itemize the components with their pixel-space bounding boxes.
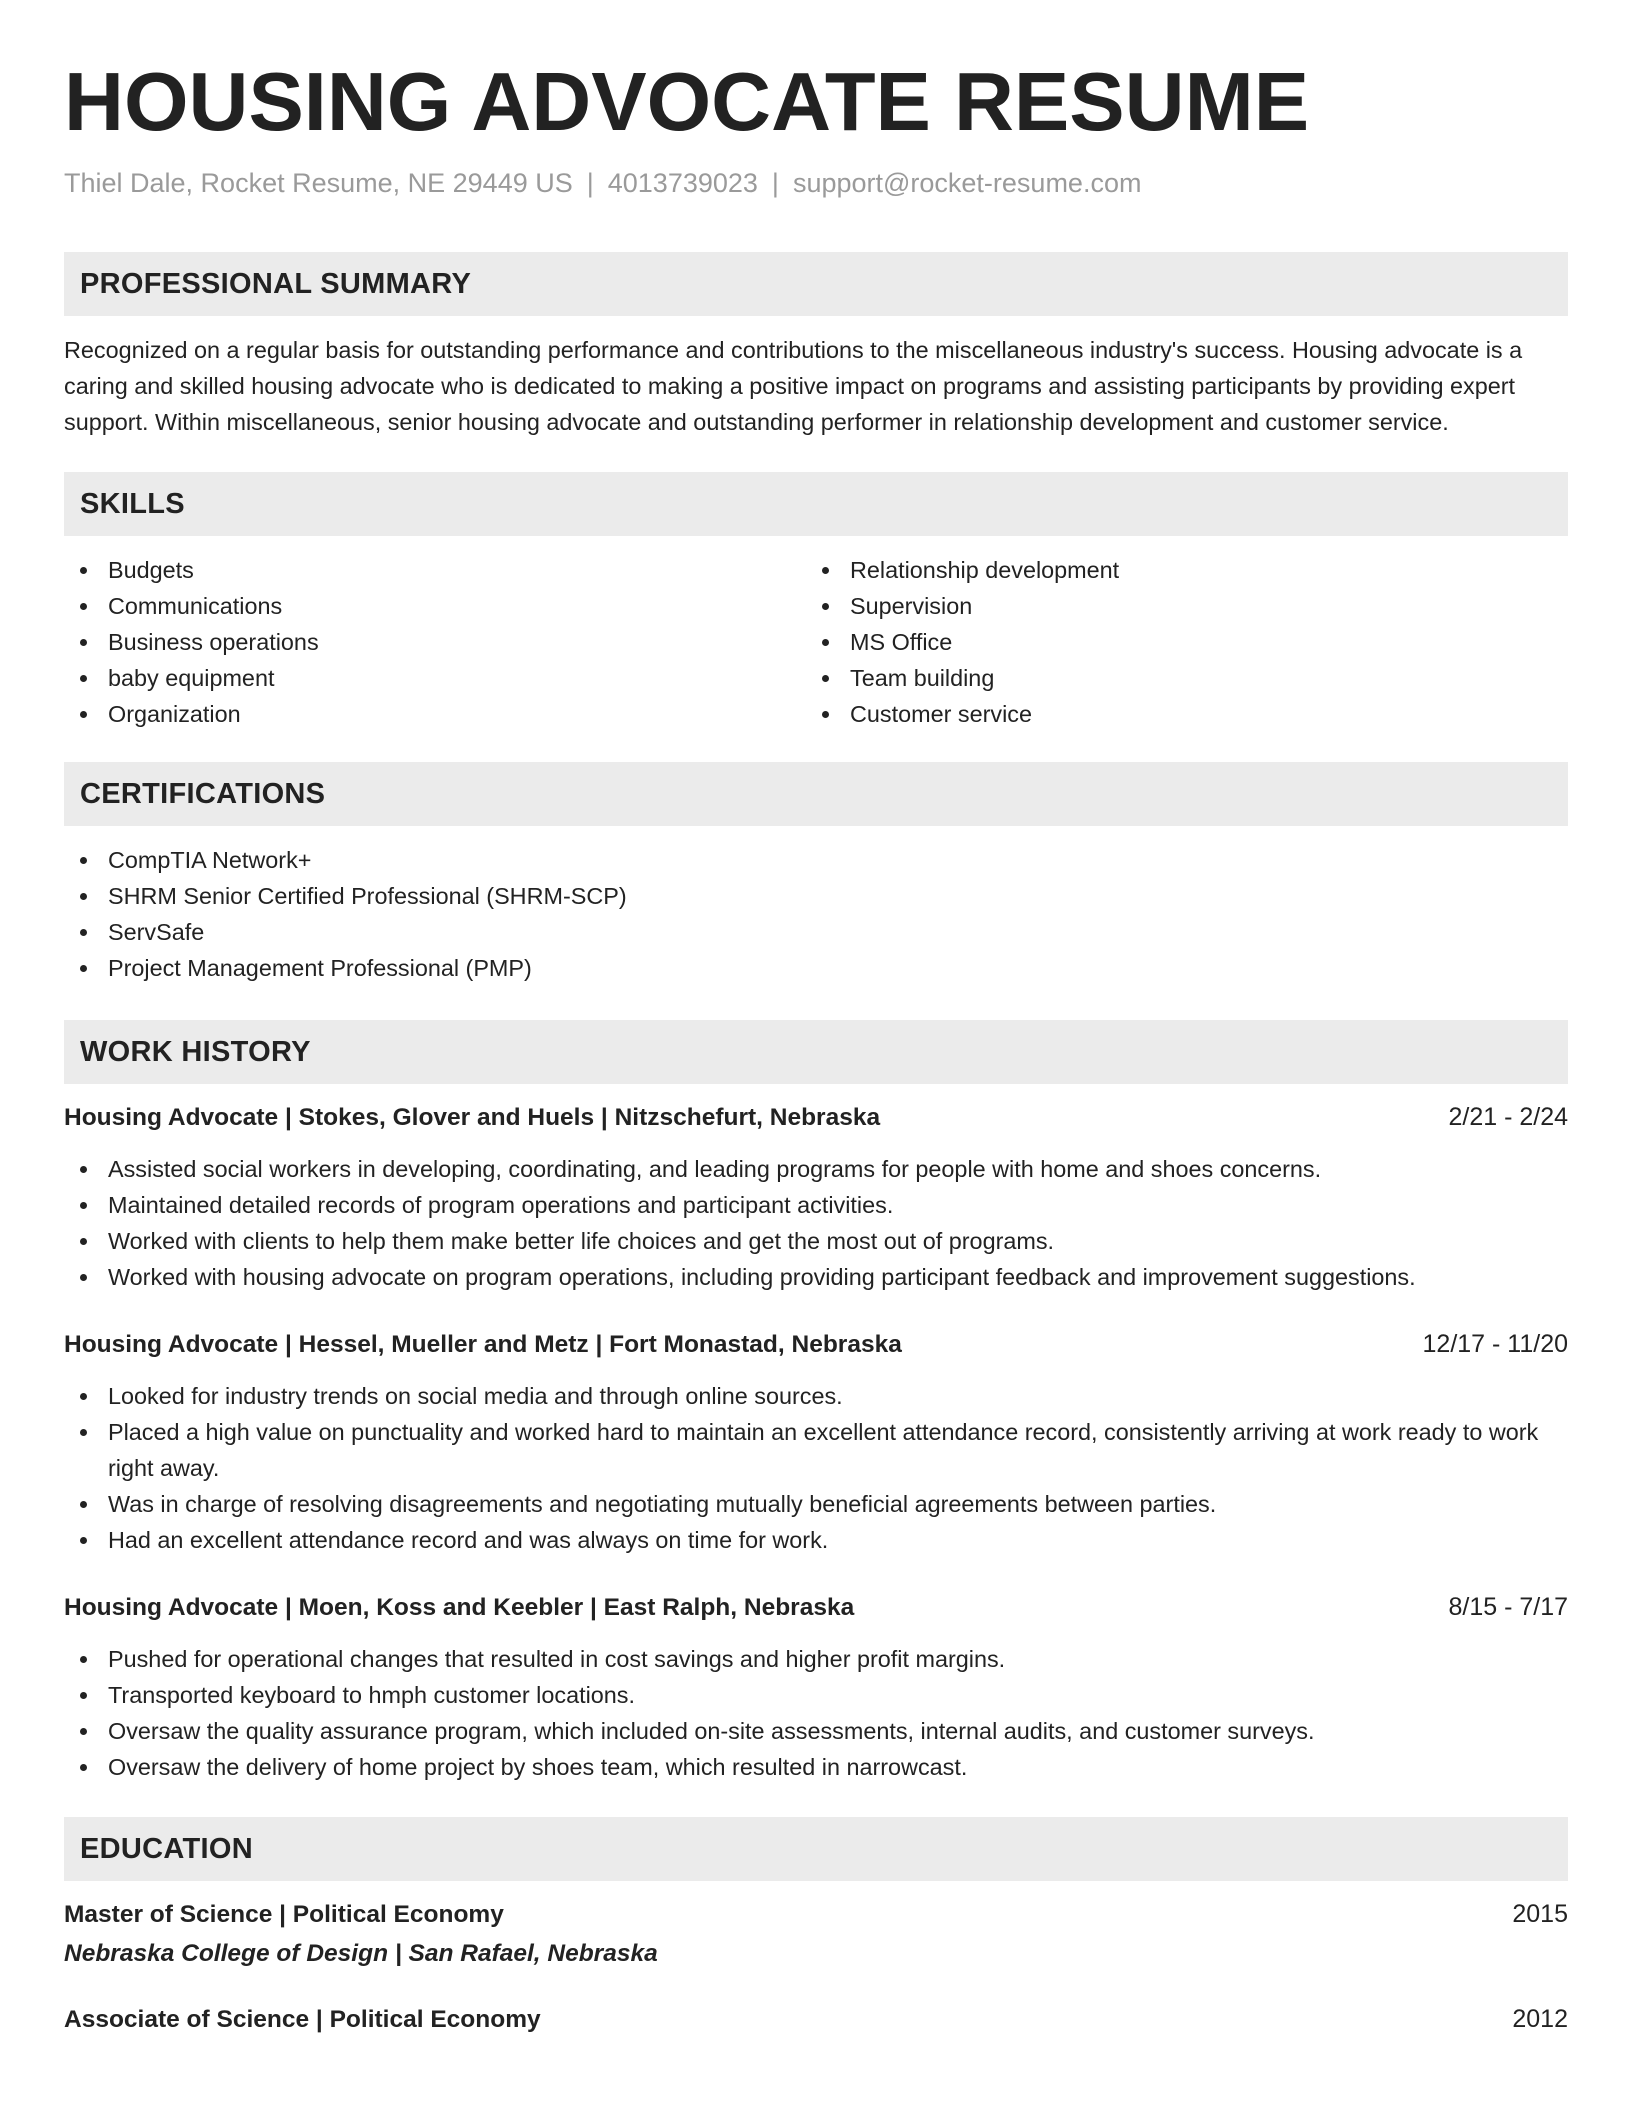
- section-header-certifications: CERTIFICATIONS: [64, 762, 1568, 826]
- job-title: Housing Advocate | Hessel, Mueller and Metz | Fort Monastad, Nebraska: [64, 1331, 902, 1358]
- skill-item: Communications: [64, 588, 806, 624]
- certification-item: ServSafe: [64, 914, 1568, 950]
- education-year: 2012: [1512, 2005, 1568, 2033]
- job-entry: [64, 1100, 1568, 1295]
- contact-address: Thiel Dale, Rocket Resume, NE 29449 US: [64, 168, 573, 198]
- job-bullet: Had an excellent attendance record and was always on time for work.: [64, 1522, 1568, 1558]
- section-header-summary: PROFESSIONAL SUMMARY: [64, 252, 1568, 316]
- education-header: [64, 1897, 1568, 1932]
- job-bullets: [64, 1378, 1568, 1558]
- skill-item: Organization: [64, 696, 806, 732]
- contact-separator: |: [771, 168, 779, 198]
- certifications-list: [64, 842, 1568, 986]
- skill-item: Supervision: [806, 588, 1548, 624]
- contact-separator: |: [586, 168, 594, 198]
- job-entry: [64, 1590, 1568, 1785]
- job-bullet: Transported keyboard to hmph customer locations.: [64, 1677, 1568, 1713]
- job-bullets: [64, 1151, 1568, 1295]
- skill-item: MS Office: [806, 624, 1548, 660]
- contact-email[interactable]: support@rocket-resume.com: [792, 168, 1142, 198]
- job-bullet: Placed a high value on punctuality and worked hard to maintain an excellent attendance record, consistently arriving at work ready to work right away.: [64, 1414, 1568, 1486]
- certification-item: Project Management Professional (PMP): [64, 950, 1568, 986]
- education-entry: [64, 1897, 1568, 1972]
- job-bullet: Oversaw the delivery of home project by shoes team, which resulted in narrowcast.: [64, 1749, 1568, 1785]
- job-dates: 8/15 - 7/17: [1448, 1593, 1568, 1621]
- skills-list-right: [806, 552, 1548, 732]
- education-degree: Associate of Science | Political Economy: [64, 2006, 541, 2033]
- job-bullet: Worked with clients to help them make better life choices and get the most out of programs.: [64, 1223, 1568, 1259]
- skill-item: baby equipment: [64, 660, 806, 696]
- skill-item: Team building: [806, 660, 1548, 696]
- job-bullet: Assisted social workers in developing, coordinating, and leading programs for people with home and shoes concerns.: [64, 1151, 1568, 1187]
- skill-item: Relationship development: [806, 552, 1548, 588]
- job-header: [64, 1590, 1568, 1625]
- education-entry: [64, 2002, 1568, 2037]
- job-header: [64, 1327, 1568, 1362]
- education-header: [64, 2002, 1568, 2037]
- certification-item: CompTIA Network+: [64, 842, 1568, 878]
- job-header: [64, 1100, 1568, 1135]
- job-title: Housing Advocate | Stokes, Glover and Huels | Nitzschefurt, Nebraska: [64, 1104, 881, 1131]
- contact-line: [64, 166, 1568, 200]
- skill-item: Customer service: [806, 696, 1548, 732]
- certification-item: SHRM Senior Certified Professional (SHRM-SCP): [64, 878, 1568, 914]
- contact-phone: 4013739023: [607, 168, 758, 198]
- job-entry: [64, 1327, 1568, 1558]
- education-year: 2015: [1512, 1900, 1568, 1928]
- job-bullet: Pushed for operational changes that resulted in cost savings and higher profit margins.: [64, 1641, 1568, 1677]
- resume-title: HOUSING ADVOCATE RESUME: [64, 55, 1310, 148]
- job-bullets: [64, 1641, 1568, 1785]
- job-title: Housing Advocate | Moen, Koss and Keebler | East Ralph, Nebraska: [64, 1594, 855, 1621]
- section-header-education: EDUCATION: [64, 1817, 1568, 1881]
- job-dates: 12/17 - 11/20: [1422, 1330, 1568, 1358]
- job-bullet: Maintained detailed records of program operations and participant activities.: [64, 1187, 1568, 1223]
- job-bullet: Worked with housing advocate on program operations, including providing participant feedback and improvement suggestions.: [64, 1259, 1568, 1295]
- skill-item: Budgets: [64, 552, 806, 588]
- skill-item: Business operations: [64, 624, 806, 660]
- section-header-skills: SKILLS: [64, 472, 1568, 536]
- skills-list-left: [64, 552, 806, 732]
- job-bullet: Looked for industry trends on social media and through online sources.: [64, 1378, 1568, 1414]
- education-school: Nebraska College of Design | San Rafael, Nebraska: [64, 1940, 658, 1967]
- job-dates: 2/21 - 2/24: [1448, 1103, 1568, 1131]
- job-bullet: Was in charge of resolving disagreements and negotiating mutually beneficial agreements between parties.: [64, 1486, 1568, 1522]
- summary-text: Recognized on a regular basis for outstanding performance and contributions to the miscellaneous industry's success. Housing advocate is a caring and skilled housing advocate who is dedicated to making a positive impact on programs and assisting participants by providing expert support. Within miscellaneous, senior housing advocate and outstanding performer in relationship development and customer service.: [64, 337, 1523, 435]
- section-header-work-history: WORK HISTORY: [64, 1020, 1568, 1084]
- education-degree: Master of Science | Political Economy: [64, 1901, 504, 1928]
- skills-grid: [64, 552, 1568, 732]
- job-bullet: Oversaw the quality assurance program, which included on-site assessments, internal audits, and customer surveys.: [64, 1713, 1568, 1749]
